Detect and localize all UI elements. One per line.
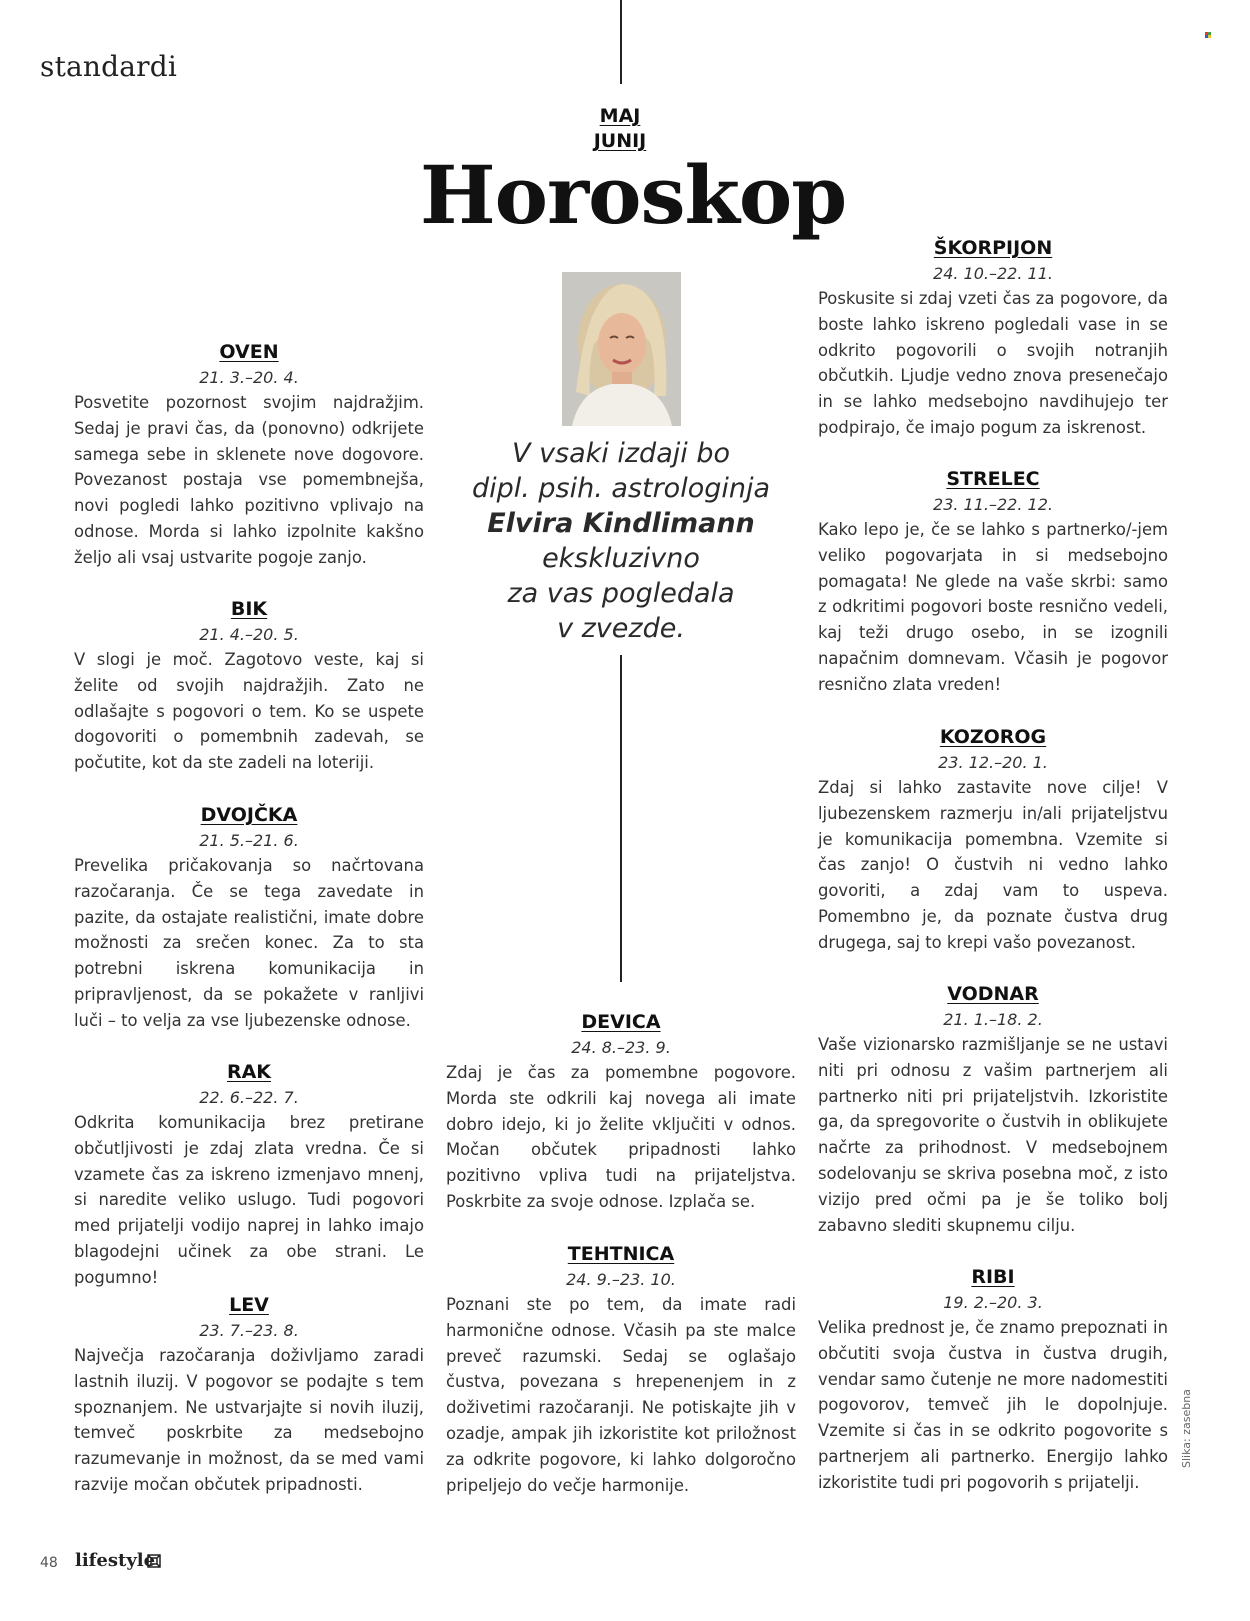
sign-name: LEV (229, 1294, 269, 1316)
sign-name: TEHTNICA (567, 1243, 675, 1265)
sign-dates: 24. 10.–22. 11. (933, 264, 1053, 283)
sign-name: RAK (226, 1061, 272, 1083)
sign-name: KOZOROG (939, 726, 1047, 748)
sign-name: DVOJČKA (200, 804, 298, 826)
sign-dates: 23. 12.–20. 1. (938, 753, 1048, 772)
sign-dates: 21. 3.–20. 4. (199, 368, 299, 387)
sign-devica (446, 1010, 796, 1215)
sign-dates: 21. 4.–20. 5. (199, 625, 299, 644)
sign-text: Posvetite pozornost svojim najdražjim. Sedaj je pravi čas, da (ponovno) odkrijete samega sebe in sklenete nove dogovore. Povezanost postaja vse pomembnejša, novi pogledi lahko pozitivno vplivajo na odnose. Morda si lahko izpolnite kakšno željo ali vsaj ustvarite pogoje zanjo. (74, 393, 424, 567)
sign-text: Poznani ste po tem, da imate radi harmonične odnose. Včasih pa ste malce preveč razumski. Sedaj se oglašajo čustva, povezana s hrepenenjem in z doživetimi razočaranji. Ne potiskajte jih v ozadje, ampak jih izkoristite kot priložnost za odkrite pogovore, ki lahko dolgoročno pripeljejo do večje harmonije. (446, 1295, 796, 1495)
sign-dates: 19. 2.–20. 3. (943, 1293, 1043, 1312)
page-title: Horoskop (420, 148, 847, 242)
sign-dates: 24. 8.–23. 9. (571, 1038, 671, 1057)
sign-name: VODNAR (947, 983, 1039, 1005)
sign-dates: 22. 6.–22. 7. (199, 1088, 299, 1107)
sign-text: Zdaj je čas za pomembne pogovore. Morda ste odkrili kaj novega ali imate dobro idejo, ki jo želite vključiti v odnos. Močan občutek pripadnosti lahko pozitivno vpliva tudi na prijateljstva. Poskrbite za svoje odnose. Izplača se. (446, 1063, 796, 1211)
sign-dvojcka (74, 803, 424, 1034)
sign-text: Velika prednost je, če znamo prepoznati in občutiti svoja čustva in čustva drugih, vendar samo čutenje ne more nadomestiti pogovorov, temveč jih le dopolnjuje. Vzemite si čas in se odkrito pogovorite s partnerjem ali partnerko. Energijo lahko izkoristite tudi pri pogovorih s prijatelji. (818, 1318, 1168, 1492)
photo-credit: Slika: zasebna (1180, 1389, 1193, 1468)
color-mark-icon (1205, 32, 1211, 38)
astrologer-portrait (562, 272, 681, 426)
sign-dates: 23. 11.–22. 12. (933, 495, 1053, 514)
sign-lev (74, 1293, 424, 1498)
sign-oven (74, 340, 424, 571)
sign-strelec (818, 467, 1168, 698)
page-number: 48 (40, 1555, 58, 1571)
sign-text: Kako lepo je, če se lahko s partnerko/-jem veliko pogovarjata in si medsebojno pomagata! Ne glede na vaše skrbi: samo z odkritimi pogovori boste resnično vedeli, kaj teži drugo osebo, in se izognili napačnim domnevam. Včasih je pogovor resnično zlata vreden! (818, 520, 1168, 694)
frame-logo-icon (146, 1553, 162, 1574)
sign-name: BIK (230, 598, 268, 620)
sign-text: Odkrita komunikacija brez pretirane občutljivosti je zdaj zlata vredna. Če si vzamete čas za iskreno izmenjavo mnenj, si naredite veliko uslugo. Tudi pogovori med prijatelji vodijo naprej in lahko imajo blagodejni učinek za obe strani. Le pogumno! (74, 1113, 424, 1287)
intro-line: ekskluzivno (542, 543, 700, 574)
divider-line-middle (620, 655, 622, 982)
intro-text (440, 436, 802, 646)
sign-text: Poskusite si zdaj vzeti čas za pogovore, da boste lahko iskreno pogledali vase in se odkrito pogovorili o svojih notranjih občutkih. Ljudje vedno znova presenečajo in se lahko medsebojno navdihujejo ter podpirajo, če imajo pogum za iskrenost. (818, 289, 1168, 437)
intro-line: V vsaki izdaji bo (512, 438, 730, 469)
sign-text: V slogi je moč. Zagotovo veste, kaj si želite od svojih najdražjih. Zato ne odlašajte s pogovori o tem. Ko se uspete dogovoriti o pomembnih zadevah, se počutite, kot da ste zadeli na loteriji. (74, 650, 424, 773)
sign-name: OVEN (219, 341, 279, 363)
sign-rak (74, 1060, 424, 1291)
intro-line: dipl. psih. astrologinja (471, 473, 771, 504)
sign-kozorog (818, 725, 1168, 956)
sign-vodnar (818, 982, 1168, 1238)
sign-dates: 21. 5.–21. 6. (199, 831, 299, 850)
divider-line-top (620, 0, 622, 84)
sign-dates: 23. 7.–23. 8. (199, 1321, 299, 1340)
sign-name: DEVICA (581, 1011, 661, 1033)
month-label-may: MAJ (599, 105, 641, 127)
brand-logo: lifestyle (75, 1550, 156, 1571)
sign-ribi (818, 1265, 1168, 1496)
sign-dates: 21. 1.–18. 2. (943, 1010, 1043, 1029)
intro-line: za vas pogledala (507, 578, 735, 609)
section-label: standardi (40, 50, 178, 83)
sign-name: RIBI (971, 1266, 1015, 1288)
sign-name: ŠKORPIJON (933, 237, 1053, 259)
month-label-june: JUNIJ (593, 130, 647, 152)
sign-text: Zdaj si lahko zastavite nove cilje! V ljubezenskem razmerju in/ali prijateljstvu je komunikacija pomembna. Vzemite si čas zanjo! O čustvih ni vedno lahko govoriti, a zdaj vam to uspeva. Pomembno je, da poznate čustva drug drugega, saj to krepi vašo povezanost. (818, 778, 1168, 952)
sign-text: Največja razočaranja doživljamo zaradi lastnih iluzij. V pogovor se podajte s tem spoznanjem. Ne ustvarjajte si novih iluzij, temveč poskrbite za medsebojno razumevanje in možnost, da se med vami razvije močan občutek pripadnosti. (74, 1346, 424, 1494)
sign-skorpijon (818, 236, 1168, 441)
sign-text: Vaše vizionarsko razmišljanje se ne ustavi niti pri odnosu z vašim partnerjem ali partnerko niti pri prijateljstvih. Izkoristite ga, da spregovorite o čustvih in oblikujete načrte za prihodnost. V medsebojnem sodelovanju se skriva posebna moč, z isto vizijo pred očmi pa je še toliko bolj zabavno slediti skupnemu cilju. (818, 1035, 1168, 1235)
sign-bik (74, 597, 424, 776)
sign-dates: 24. 9.–23. 10. (566, 1270, 676, 1289)
sign-name: STRELEC (946, 468, 1040, 490)
sign-text: Prevelika pričakovanja so načrtovana razočaranja. Če se tega zavedate in pazite, da ostajate realistični, imate dobre možnosti za srečen konec. Za to sta potrebni iskrena komunikacija in pripravljenost, da se pokažete v ranljivi luči – to velja za vse ljubezenske odnose. (74, 856, 424, 1030)
sign-tehtnica (446, 1242, 796, 1498)
intro-line: v zvezde. (557, 613, 685, 644)
astrologer-name: Elvira Kindlimann (487, 508, 755, 539)
